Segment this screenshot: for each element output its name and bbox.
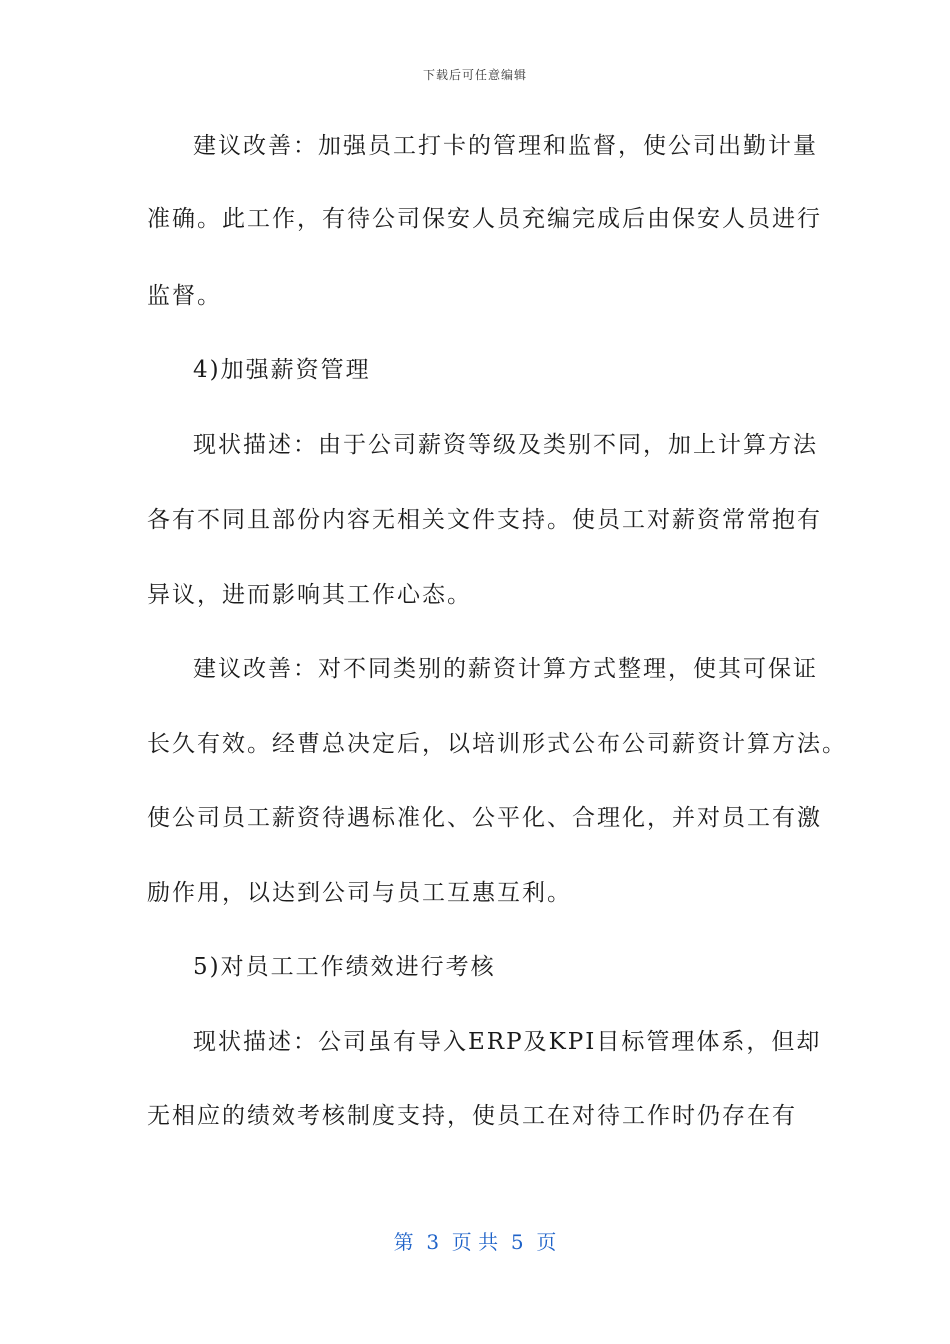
paragraph-line: 无相应的绩效考核制度支持，使员工在对待工作时仍存在有 bbox=[147, 1103, 797, 1129]
paragraph-line: 各有不同且部份内容无相关文件支持。使员工对薪资常常抱有 bbox=[147, 507, 822, 533]
section-heading: 4)加强薪资管理 bbox=[193, 357, 371, 383]
section-heading: 5)对员工工作绩效进行考核 bbox=[193, 954, 496, 980]
page-header: 下载后可任意编辑 bbox=[422, 68, 527, 82]
paragraph-line: 建议改善：对不同类别的薪资计算方式整理，使其可保证 bbox=[193, 656, 818, 682]
paragraph-line: 使公司员工薪资待遇标准化、公平化、合理化，并对员工有激 bbox=[147, 805, 822, 831]
paragraph-line: 准确。此工作，有待公司保安人员充编完成后由保安人员进行 bbox=[147, 206, 822, 232]
paragraph-line: 现状描述：由于公司薪资等级及类别不同，加上计算方法 bbox=[193, 432, 818, 458]
paragraph-line: 长久有效。经曹总决定后，以培训形式公布公司薪资计算方法。 bbox=[147, 731, 847, 757]
paragraph-line: 异议，进而影响其工作心态。 bbox=[147, 582, 472, 608]
paragraph-line: 监督。 bbox=[147, 283, 222, 309]
paragraph-line: 建议改善：加强员工打卡的管理和监督，使公司出勤计量 bbox=[193, 133, 818, 159]
paragraph-line: 现状描述：公司虽有导入ERP及KPI目标管理体系，但却 bbox=[193, 1029, 822, 1055]
page-number-footer: 第 3 页 共 5 页 bbox=[393, 1230, 557, 1254]
paragraph-line: 励作用，以达到公司与员工互惠互利。 bbox=[147, 880, 572, 906]
